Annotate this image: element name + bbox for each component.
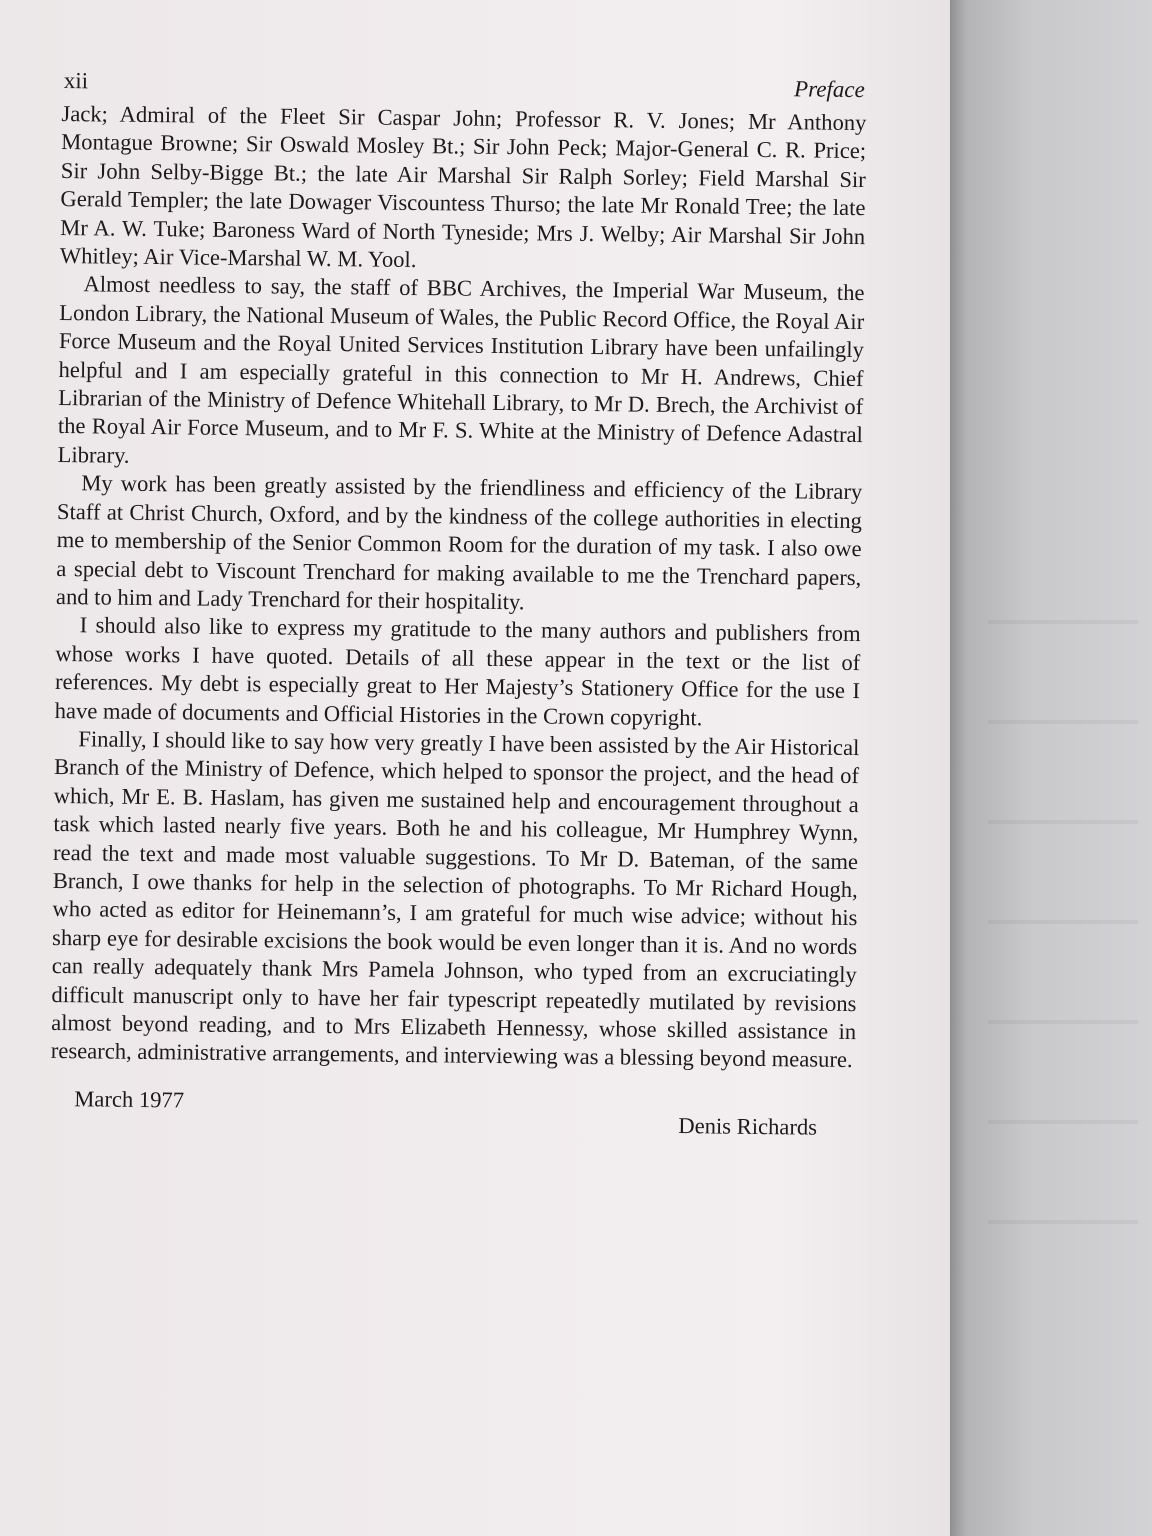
signoff-date: March 1977	[74, 1086, 185, 1113]
show-through-line	[988, 820, 1138, 824]
paragraph-acknowledgements-list: Jack; Admiral of the Fleet Sir Caspar John; Professor R. V. Jones; Mr Anthony Montague Browne; Sir Oswald Mosley Bt.; Sir John Peck; Major-General C. R. Price; Sir John Selby-Bigge Bt.; the late Air Marshal Sir Ralph Sorley; Field Marshal Sir Gerald Templer; the late Dowager Viscountess Thurso; the late Mr Ronald Tree; the late Mr A. W. Tuke; Baroness Ward of North Tyneside; Mrs J. Welby; Air Marshal Sir John Whitley; Air Vice-Marshal W. M. Yool.	[59, 100, 867, 273]
page-content	[50, 68, 867, 1165]
signoff	[50, 1086, 856, 1165]
show-through-line	[988, 720, 1138, 724]
show-through-line	[988, 1020, 1138, 1024]
page-number: xii	[63, 68, 89, 94]
paragraph-publishers: I should also like to express my gratitude to the many authors and publishers from whose works I have quoted. Details of all these appear in the text or the list of references. My debt is especially great to Her Majesty’s Stationery Office for the use I have made of documents and Official Histories in the Crown copyright.	[54, 612, 861, 730]
author-signature: Denis Richards	[678, 1112, 818, 1140]
show-through-line	[988, 1120, 1138, 1124]
show-through-line	[988, 620, 1138, 624]
paragraph-air-historical-branch: Finally, I should like to say how very greatly I have been assisted by the Air Historical Branch of the Ministry of Defence, which helped to sponsor the project, and the head of which, Mr E. B. Haslam, has given me sustained help and encouragement throughout a task which lasted nearly five years. Both he and his colleague, Mr Humphrey Wynn, read the text and made most valuable suggestions. To Mr D. Bateman, of the same Branch, I owe thanks for help in the selection of photographs. To Mr Richard Hough, who acted as editor for Heinemann’s, I am grateful for much wise advice; without his sharp eye for desirable excisions the book would be even longer than it is. And no words can really adequately thank Mrs Pamela Johnson, who typed from an excruciatingly difficult manuscript only to have her fair typescript repeatedly mutilated by revisions almost beyond reading, and to Mrs Elizabeth Hennessy, whose skilled assistance in research, administrative arrangements, and interviewing was a blessing beyond measure.	[50, 726, 860, 1073]
paragraph-christ-church: My work has been greatly assisted by the friendliness and efficiency of the Library Staff at Christ Church, Oxford, and by the kindness of the college authorities in electing me to membership of the Senior Common Room for the duration of my task. I also owe a special debt to Viscount Trenchard for making available to me the Trenchard papers, and to him and Lady Trenchard for their hospitality.	[55, 470, 863, 615]
facing-page-edge	[950, 0, 1152, 1536]
show-through-line	[988, 1220, 1138, 1224]
section-title: Preface	[793, 76, 865, 103]
paragraph-archives: Almost needless to say, the staff of BBC Archives, the Imperial War Museum, the London Library, the National Museum of Wales, the Public Record Office, the Royal Air Force Museum and the Royal United Services Institution Library have been unfailingly helpful and I am especially grateful in this connection to Mr H. Andrews, Chief Librarian of the Ministry of Defence Whitehall Library, to Mr D. Brech, the Archivist of the Royal Air Force Museum, and to Mr F. S. White at the Ministry of Defence Adastral Library.	[57, 271, 865, 468]
preface-body	[51, 100, 867, 1075]
show-through-line	[988, 920, 1138, 924]
